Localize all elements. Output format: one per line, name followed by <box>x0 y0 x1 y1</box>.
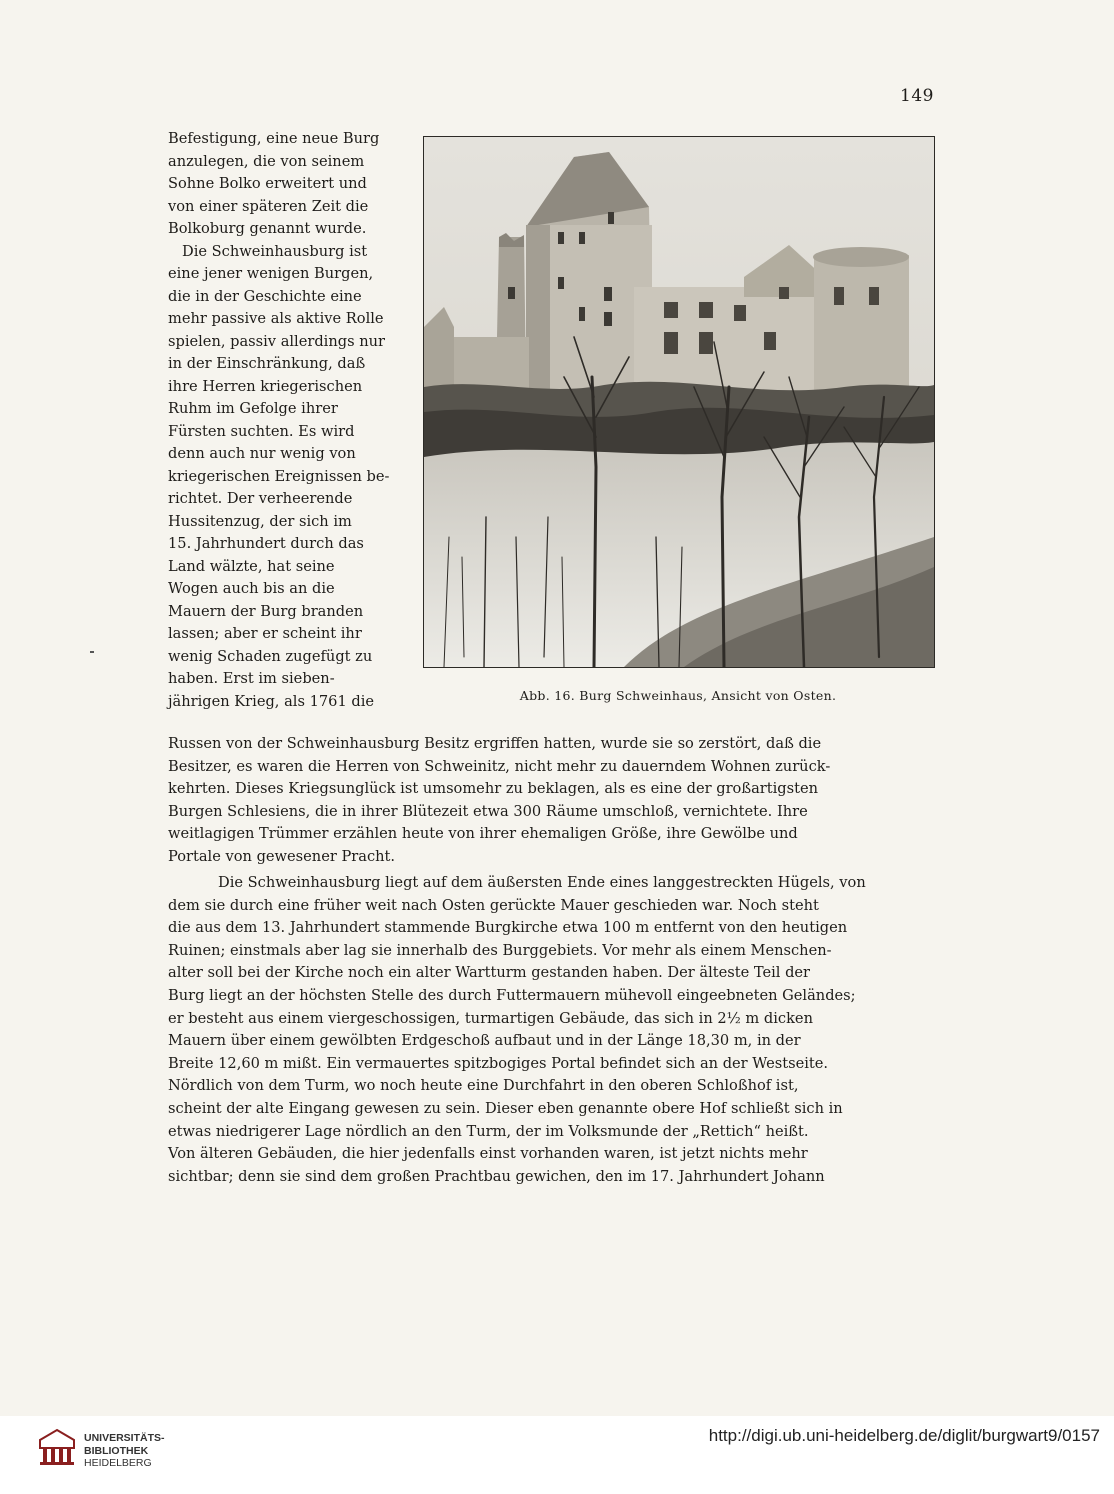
text-line: jährigen Krieg, als 1761 die <box>168 692 375 710</box>
text-line: eine jener wenigen Burgen, <box>168 265 374 282</box>
text-line: in der Einschränkung, daß <box>168 355 366 372</box>
castle-photograph <box>423 136 935 668</box>
text-line: Wogen auch bis an die <box>168 580 335 597</box>
text-line: Nördlich von dem Turm, wo noch heute eine Durchfahrt in den oberen Schloßhof ist, <box>168 1077 799 1095</box>
text-line: Mauern über einem gewölbten Erdgeschoß aufbaut und in der Länge 18,30 m, in der <box>168 1032 801 1050</box>
library-seal-icon <box>38 1428 76 1468</box>
text-line: lassen; aber er scheint ihr <box>168 625 362 642</box>
text-line: Befestigung, eine neue Burg <box>168 130 380 147</box>
text-line: Ruinen; einstmals aber lag sie innerhalb des Burggebiets. Vor mehr als einem Menschen- <box>168 941 832 959</box>
text-line: 15. Jahrhundert durch das <box>168 535 364 552</box>
library-name-line1: UNIVERSITÄTS- <box>84 1432 165 1444</box>
text-line: die aus dem 13. Jahrhundert stammende Burgkirche etwa 100 m entfernt von den heutigen <box>168 919 848 937</box>
text-line: Ruhm im Gefolge ihrer <box>168 400 338 417</box>
text-line: die in der Geschichte eine <box>168 287 362 305</box>
library-name-line3: HEIDELBERG <box>84 1457 152 1469</box>
page-number: 149 <box>900 86 934 106</box>
text-line: sichtbar; denn sie sind dem großen Prachtbau gewichen, den im 17. Jahrhundert Johann <box>168 1167 825 1185</box>
text-line: Burg liegt an der höchsten Stelle des durch Futtermauern mühevoll eingeebneten Geländes; <box>168 986 856 1004</box>
text-line: Die Schweinhausburg liegt auf dem äußersten Ende eines langgestreckten Hügels, von <box>218 874 866 891</box>
full-width-paragraph-1 <box>168 733 933 869</box>
text-line: dem sie durch eine früher weit nach Osten gerückte Mauer geschieden war. Noch steht <box>168 896 819 914</box>
full-width-paragraph-2 <box>168 872 933 1188</box>
text-line: Portale von gewesener Pracht. <box>168 847 396 865</box>
text-line: Sohne Bolko erweitert und <box>168 175 367 192</box>
text-line: Die Schweinhausburg ist <box>182 242 368 260</box>
text-line: wenig Schaden zugefügt zu <box>168 647 373 665</box>
text-line: anzulegen, die von seinem <box>168 152 365 170</box>
source-url-link[interactable]: http://digi.ub.uni-heidelberg.de/diglit/burgwart9/0157 <box>708 1426 1100 1445</box>
text-line: weitlagigen Trümmer erzählen heute von ihrer ehemaligen Größe, ihre Gewölbe und <box>168 825 798 843</box>
text-line: Bolkoburg genannt wurde. <box>168 220 367 237</box>
text-line: Land wälzte, hat seine <box>168 557 335 575</box>
figure-caption: Abb. 16. Burg Schweinhaus, Ansicht von Osten. <box>519 688 837 703</box>
library-name <box>84 1432 165 1470</box>
text-line: Von älteren Gebäuden, die hier jedenfalls einst vorhanden waren, ist jetzt nichts mehr <box>168 1145 808 1163</box>
text-line: scheint der alte Eingang gewesen zu sein. Dieser eben genannte obere Hof schließt sich in <box>168 1099 843 1117</box>
text-line: spielen, passiv allerdings nur <box>168 332 385 350</box>
text-line: Burgen Schlesiens, die in ihrer Blütezeit etwa 300 Räume umschloß, vernichtete. Ihre <box>168 802 808 820</box>
text-line: richtet. Der verheerende <box>168 490 353 507</box>
text-line: denn auch nur wenig von <box>168 445 356 462</box>
text-line: etwas niedrigerer Lage nördlich an den Turm, der im Volksmunde der „Rettich“ heißt. <box>168 1122 809 1140</box>
text-line: mehr passive als aktive Rolle <box>168 310 384 327</box>
text-line: haben. Erst im sieben- <box>168 670 335 687</box>
text-line: Breite 12,60 m mißt. Ein vermauertes spitzbogiges Portal befindet sich an der Westseite. <box>168 1054 829 1072</box>
text-line: von einer späteren Zeit die <box>168 197 369 215</box>
text-line: ihre Herren kriegerischen <box>168 377 363 395</box>
text-line: Russen von der Schweinhausburg Besitz ergriffen hatten, wurde sie so zerstört, daß die <box>168 735 822 752</box>
text-line: alter soll bei der Kirche noch ein alter Wartturm gestanden haben. Der älteste Teil der <box>168 964 811 982</box>
text-line: Mauern der Burg branden <box>168 602 364 620</box>
text-line: Hussitenzug, der sich im <box>168 512 352 530</box>
library-name-line2: BIBLIOTHEK <box>84 1444 149 1457</box>
text-line: Besitzer, es waren die Herren von Schweinitz, nicht mehr zu dauerndem Wohnen zurück- <box>168 757 831 775</box>
text-line: kriegerischen Ereignissen be- <box>168 467 390 485</box>
text-line: Fürsten suchten. Es wird <box>168 422 355 440</box>
side-text-column <box>168 128 404 713</box>
text-line: kehrten. Dieses Kriegsunglück ist umsomehr zu beklagen, als es eine der großartigsten <box>168 780 819 798</box>
margin-mark <box>90 651 94 653</box>
text-line: er besteht aus einem viergeschossigen, turmartigen Gebäude, das sich in 2½ m dicken <box>168 1009 813 1027</box>
